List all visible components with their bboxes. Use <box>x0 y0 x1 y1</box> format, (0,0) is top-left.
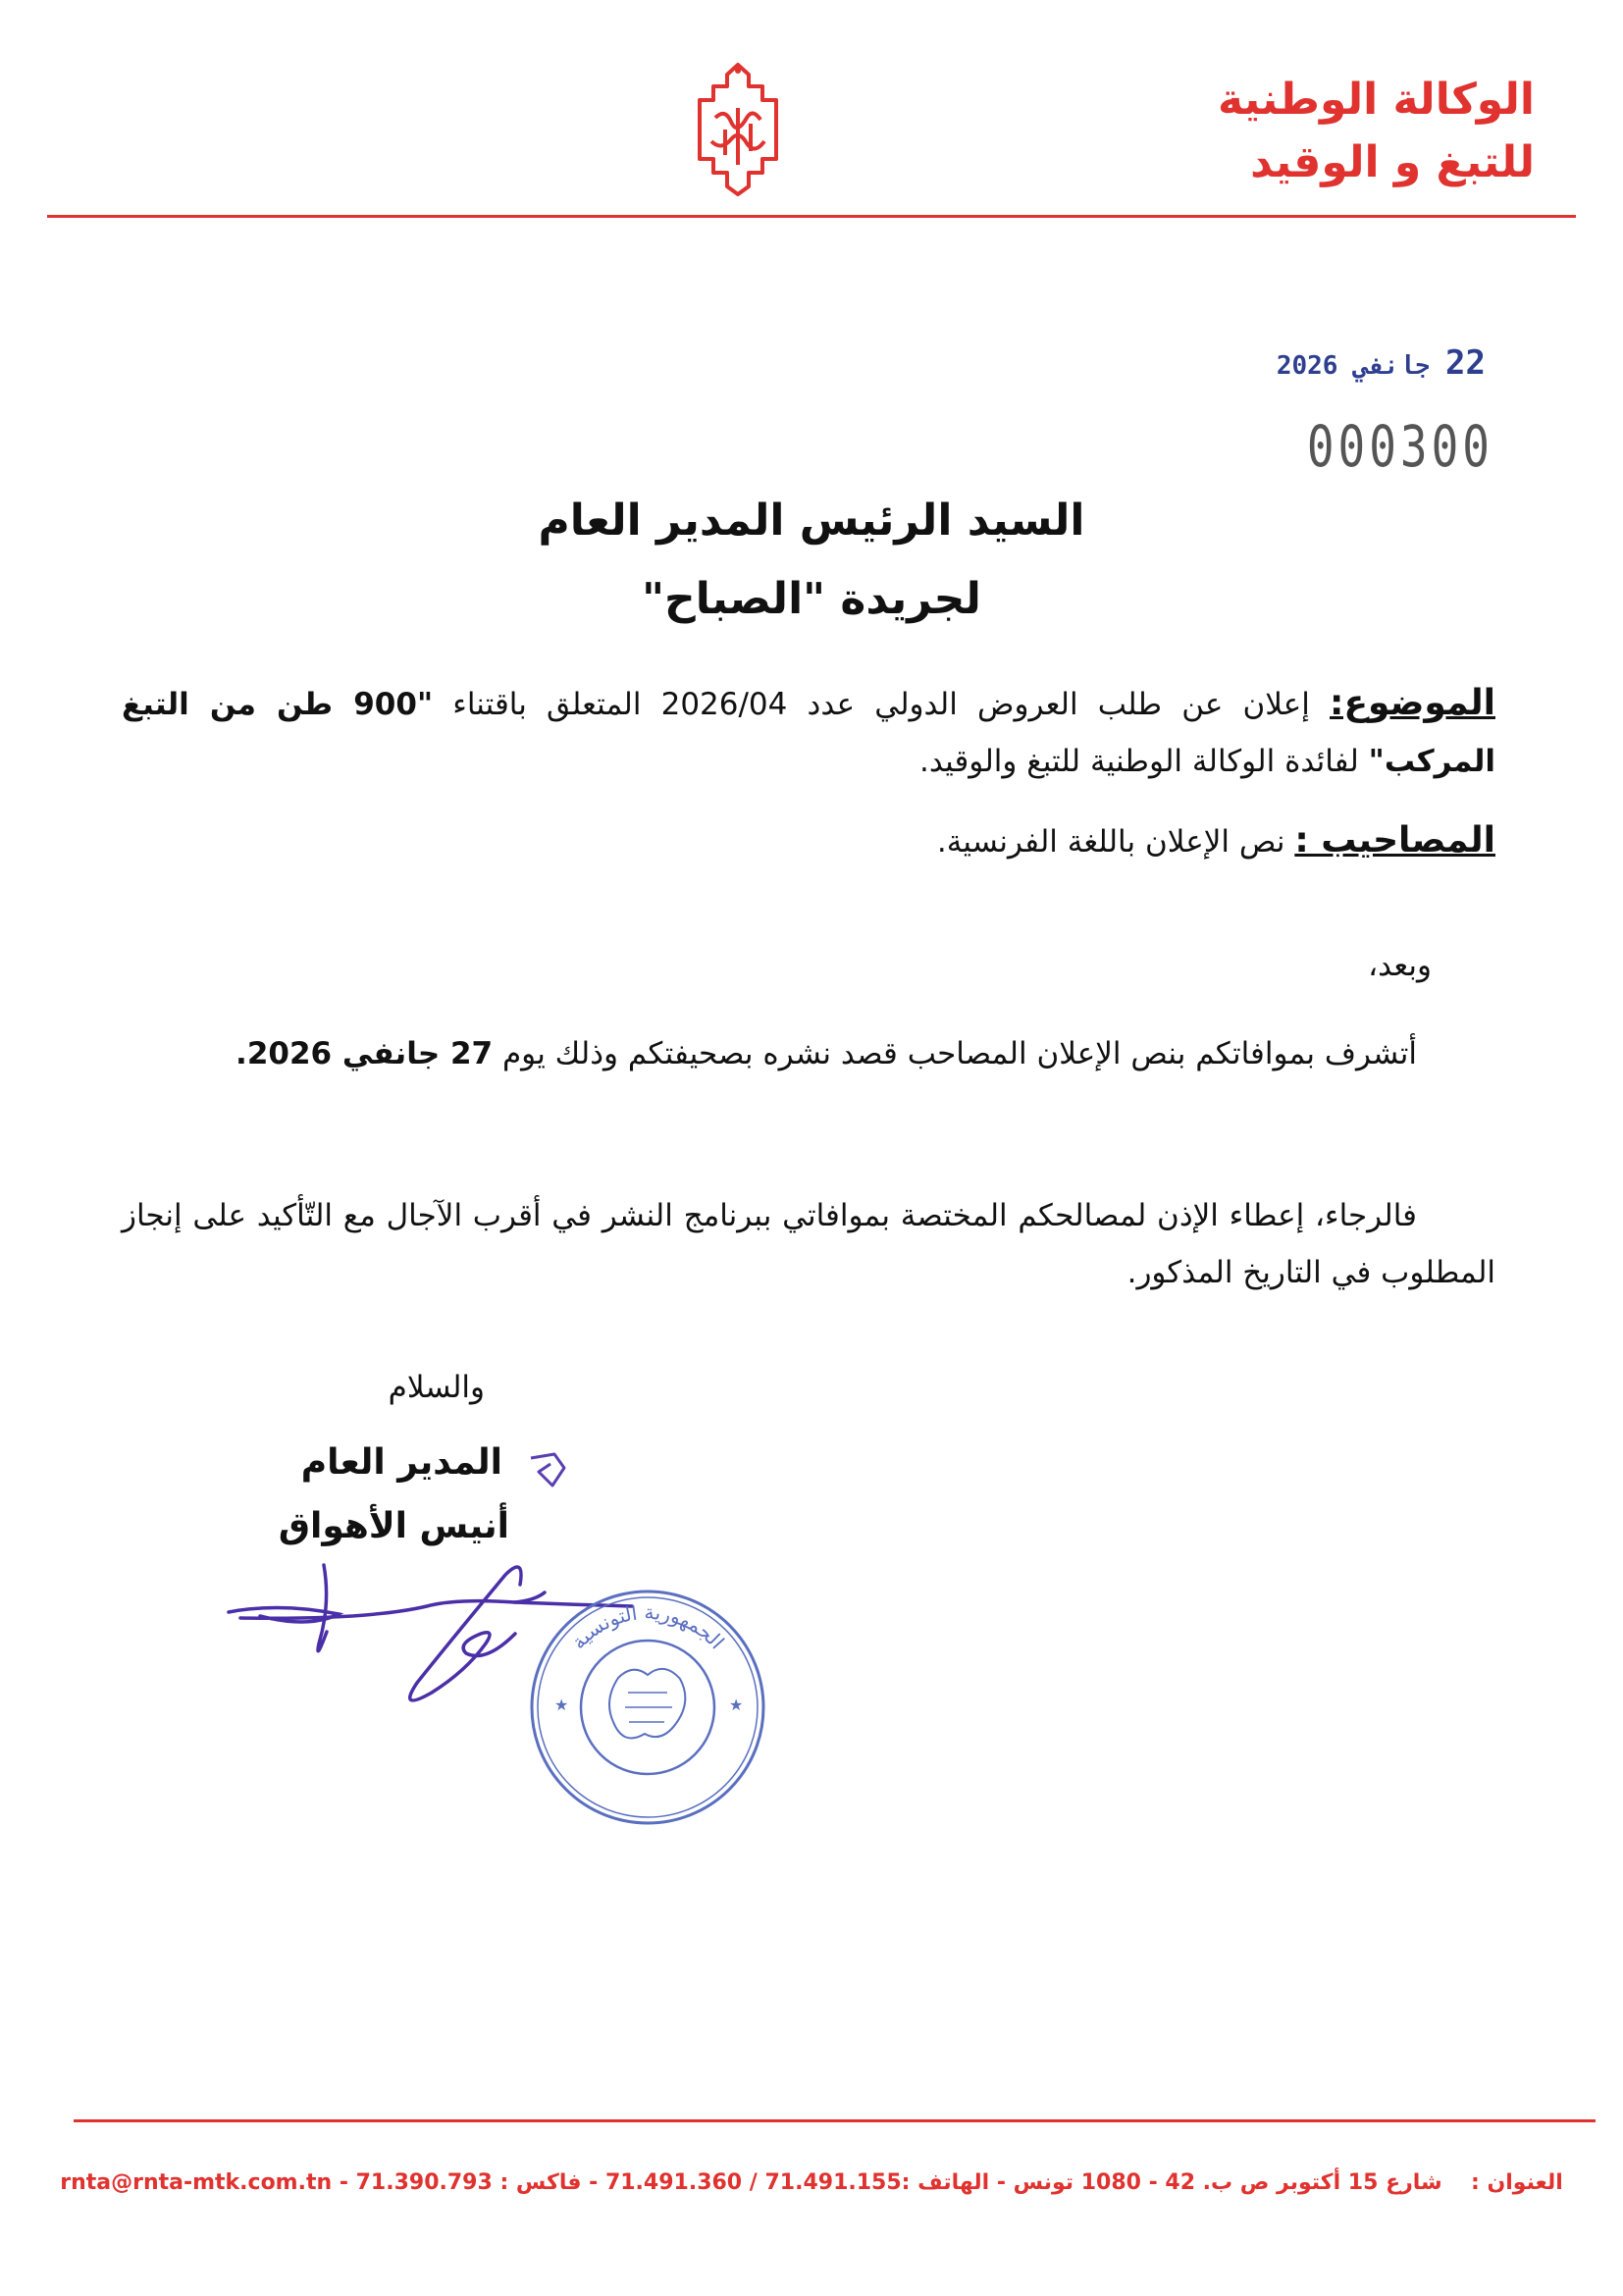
publication-date: 27 جانفي 2026. <box>236 1036 494 1071</box>
attachment-label: المصاحيب : <box>1294 820 1495 861</box>
footer-address-label: العنوان : <box>1471 2170 1563 2195</box>
date-stamp-month: جانفي <box>1353 351 1431 381</box>
date-stamp-year: 2026 <box>1276 351 1338 381</box>
subject-paragraph <box>122 675 1495 790</box>
svg-text:الجمهورية التونسية <box>566 1600 729 1653</box>
subject-bold-text: "900 طن من التبغ المركب" <box>122 687 1495 779</box>
subject-label: الموضوع: <box>1330 683 1495 723</box>
organization-name-line2: للتبغ و الوقيد <box>1250 137 1535 187</box>
document-number: 000300 <box>1306 413 1493 480</box>
signer-name: أنيس الأهواق <box>278 1506 509 1546</box>
organization-logo <box>692 61 785 198</box>
greeting: وبعد، <box>1368 948 1432 983</box>
body-paragraph-1-text: أتشرف بموافاتكم بنص الإعلان المصاحب قصد نشره بصحيفتكم وذلك يوم <box>501 1036 1417 1071</box>
footer-email: rnta@rnta-mtk.com.tn <box>60 2170 333 2195</box>
attachment-paragraph <box>122 812 1495 870</box>
footer-divider <box>74 2119 1596 2122</box>
body-paragraph-2: فالرجاء، إعطاء الإذن لمصالحكم المختصة بموافاتي ببرنامج النشر في أقرب الآجال مع التّأكيد على إنجاز المطلوب في التاريخ المذكور. <box>122 1198 1495 1290</box>
attachment-text: نص الإعلان باللغة الفرنسية. <box>936 824 1285 860</box>
closing-salutation: والسلام <box>388 1370 485 1405</box>
svg-text:★: ★ <box>729 1696 744 1714</box>
recipient-line2: لجريدة "الصباح" <box>642 574 981 624</box>
official-seal <box>525 1585 770 1830</box>
footer-contact: العنوان : شارع 15 أكتوبر ص ب. 42 - 1080 تونس - الهاتف :71.491.155 / 71.491.360 - فاكس : 71.390.793 - rnta@rnta-mtk.com.tn <box>60 2170 1563 2195</box>
body-paragraph-1 <box>122 1025 1495 1082</box>
initial-mark-icon <box>525 1450 569 1489</box>
header-divider <box>47 215 1576 218</box>
subject-text: إعلان عن طلب العروض الدولي عدد 2026/04 المتعلق باقتناء <box>452 687 1310 722</box>
organization-name-line1: الوكالة الوطنية <box>1217 75 1535 125</box>
recipient-line1: السيد الرئيس المدير العام <box>538 496 1085 546</box>
date-stamp <box>1277 343 1486 383</box>
seal-text: الجمهورية التونسية <box>566 1599 729 1654</box>
svg-text:★: ★ <box>554 1696 569 1714</box>
organization-name <box>1218 69 1535 194</box>
subject-text-end: لفائدة الوكالة الوطنية للتبغ والوقيد. <box>919 744 1359 779</box>
footer-address: شارع 15 أكتوبر ص ب. 42 - 1080 تونس - الهاتف :71.491.155 / 71.491.360 - فاكس : 71.390.793 <box>355 2170 1442 2195</box>
signer-title: المدير العام <box>300 1442 502 1483</box>
date-stamp-day: 22 <box>1445 343 1486 383</box>
